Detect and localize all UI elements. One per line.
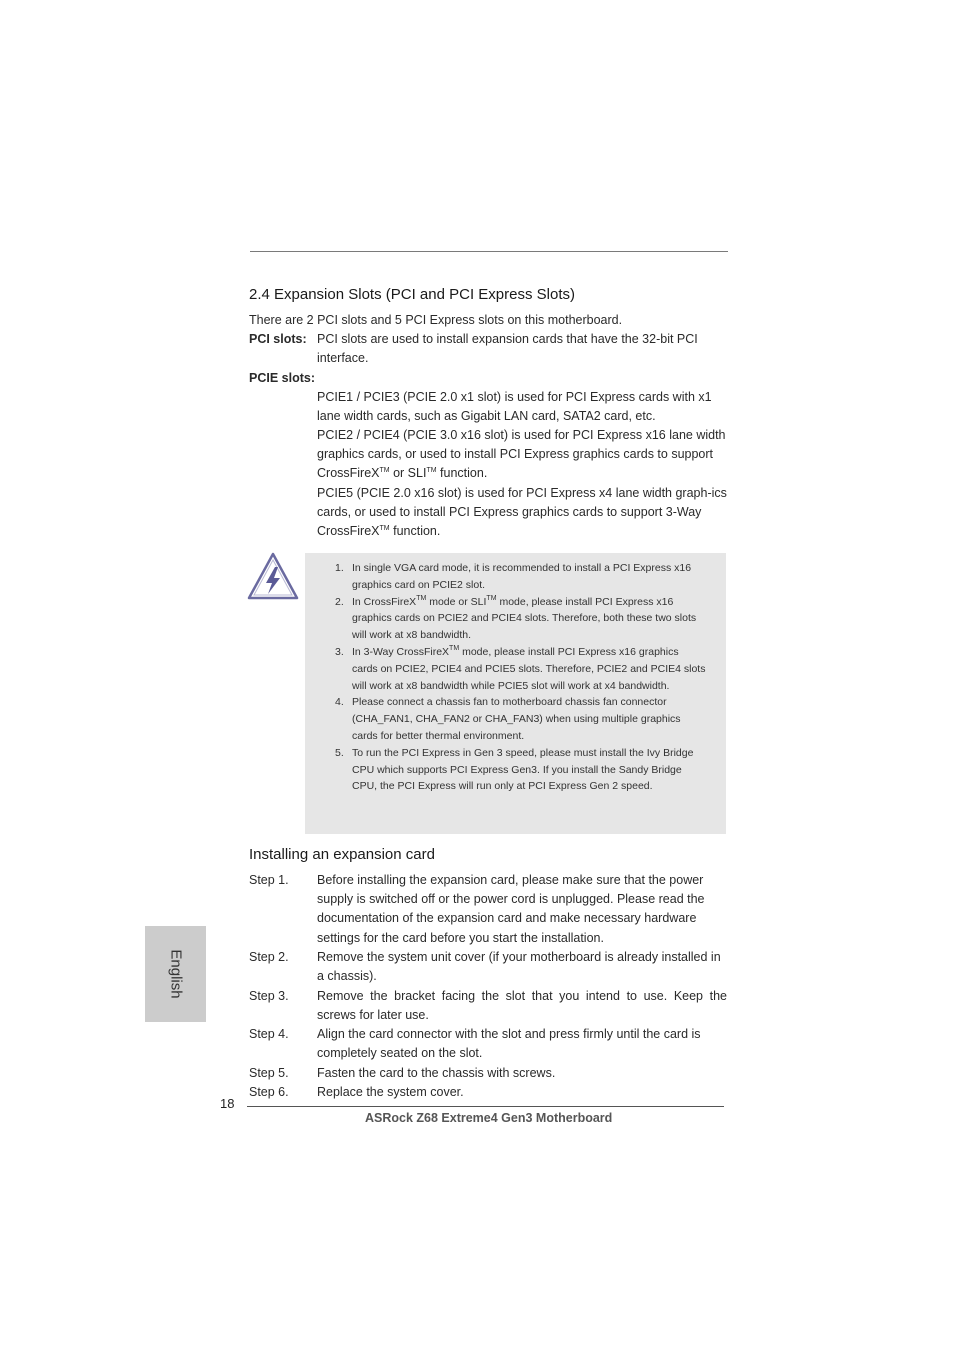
step-label: Step 2. (249, 950, 289, 964)
step-label: Step 5. (249, 1066, 289, 1080)
warning-triangle-icon (247, 551, 299, 601)
step-label: Step 4. (249, 1027, 289, 1041)
footer-product-name: ASRock Z68 Extreme4 Gen3 Motherboard (365, 1111, 613, 1125)
install-section-title: Installing an expansion card (249, 846, 435, 863)
pcie-paragraph-2: PCIE2 / PCIE4 (PCIE 3.0 x16 slot) is used for PCI Express x16 lane width graphics cards, or used to install PCI Express graphics cards to support CrossFireX™ or SLI™ function. (317, 428, 726, 481)
pcie-paragraph-1: PCIE1 / PCIE3 (PCIE 2.0 x1 slot) is used for PCI Express cards with x1 lane width cards, such as Gigabit LAN card, SATA2 card, etc. (317, 390, 712, 424)
section-intro: There are 2 PCI slots and 5 PCI Express slots on this motherboard. (249, 313, 623, 327)
language-tab-label: English (167, 949, 184, 999)
trademark-mark: TM (379, 467, 390, 475)
trademark-mark: TM (449, 644, 460, 652)
trademark-mark: TM (486, 594, 497, 602)
note-item: 2. In CrossFireX™ mode or SLI™ mode, please install PCI Express x16 graphics cards on PCIE2 and PCIE4 slots. Therefore, both these two slots will work at x8 bandwidth. (335, 594, 697, 642)
note-item: 5. To run the PCI Express in Gen 3 speed, please must install the Ivy Bridge CPU which supports PCI Express Gen3. If you install the Sandy Bridge CPU, the PCI Express will run only at PCI Express Gen 2 speed. (335, 746, 694, 793)
note-item: 3. In 3-Way CrossFireX™ mode, please install PCI Express x16 graphics cards on PCIE2, PCIE4 and PCIE5 slots. Therefore, PCIE2 and PCIE4 slots will work at x8 bandwidth while PCIE5 slot will work at x4 bandwidth. (335, 644, 706, 692)
step-text: Align the card connector with the slot and press firmly until the card is completely seated on the slot. (317, 1027, 701, 1061)
notes-box (305, 553, 726, 834)
footer-divider (247, 1106, 724, 1107)
pci-slots-term: PCI slots: (249, 332, 307, 346)
step-text: Remove the system unit cover (if your motherboard is already installed in a chassis). (317, 950, 721, 984)
pcie-paragraph-3: PCIE5 (PCIE 2.0 x16 slot) is used for PCI Express x4 lane width graph-ics cards, or used to install PCI Express graphics cards to support 3-Way CrossFireX™ function. (317, 486, 727, 539)
step-text: Replace the system cover. (317, 1085, 464, 1099)
section-title: 2.4 Expansion Slots (PCI and PCI Express Slots) (249, 286, 575, 303)
step-label: Step 6. (249, 1085, 289, 1099)
trademark-mark: TM (426, 467, 437, 475)
step-text: Fasten the card to the chassis with screws. (317, 1066, 556, 1080)
language-tab (145, 926, 206, 1022)
step-text: Remove the bracket facing the slot that you intend to use. Keep the screws for later use. (317, 989, 727, 1023)
step-label: Step 1. (249, 873, 289, 887)
step-text: Before installing the expansion card, please make sure that the power supply is switched off or the power cord is unplugged. Please read the documentation of the expansion card and make necessary hardware settings for the card before you start the installation. (317, 873, 705, 945)
note-item: 1. In single VGA card mode, it is recommended to install a PCI Express x16 graphics card on PCIE2 slot. (335, 562, 692, 591)
pcie-slots-term: PCIE slots: (249, 371, 315, 385)
page-number: 18 (220, 1096, 235, 1111)
step-label: Step 3. (249, 989, 289, 1003)
trademark-mark: TM (379, 525, 390, 533)
trademark-mark: TM (416, 594, 427, 602)
pci-slots-description: PCI slots are used to install expansion cards that have the 32-bit PCI interface. (317, 332, 698, 366)
note-item: 4. Please connect a chassis fan to motherboard chassis fan connector (CHA_FAN1, CHA_FAN2 or CHA_FAN3) when using multiple graphics cards for better thermal environment. (335, 696, 681, 742)
top-divider (250, 251, 728, 252)
